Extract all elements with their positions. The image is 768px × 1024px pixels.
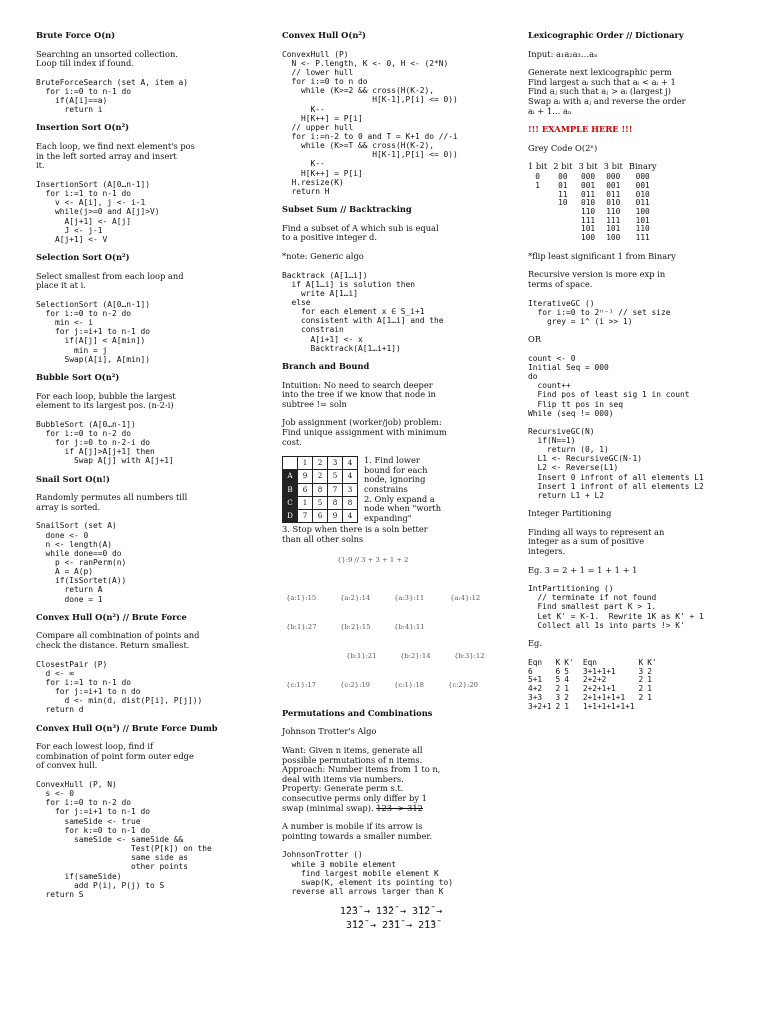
grey-cell: 0 (535, 172, 540, 182)
job-cell: 6 (313, 510, 328, 523)
job-cell: 4 (343, 457, 358, 470)
grey-cell: 10 (558, 198, 568, 208)
perm-row-2: 3̄1̄2̄ → 2̄3̄1̄ → 2̄1̄3̄ (345, 919, 437, 931)
ip-cell (639, 703, 648, 712)
permutations-title: Permutations and Combinations (282, 707, 433, 718)
ip-cell: 3 (638, 666, 644, 676)
job-cell: A (283, 470, 298, 483)
grey-cell: 101 (606, 224, 621, 234)
subset-sum-title: Subset Sum // Backtracking (282, 204, 412, 215)
job-cell: 5 (328, 470, 343, 483)
ip-cell: 2 (638, 693, 644, 703)
job-cell: 7 (298, 510, 313, 523)
johnson-desc (282, 746, 500, 813)
snail-sort-title: Snail Sort O(n!) (36, 473, 110, 484)
lex-input: Input: a₁a₂a₃…aₙ (528, 48, 598, 59)
eg-label: Eg. (528, 637, 543, 648)
grey-cell: 000 (606, 172, 621, 182)
tree-node: {c:1}:17 (286, 680, 317, 689)
job-step3: 3. Stop when there is a soln better than all other solns (282, 524, 428, 545)
right-column (528, 31, 762, 721)
grey-cell: 00 (558, 172, 568, 182)
grey-cell (553, 225, 578, 234)
job-cell: 8 (313, 483, 328, 496)
ip-cell: 5 (555, 675, 561, 685)
grey-cell: 011 (606, 189, 621, 199)
ip-header-cell: Eqn (582, 657, 597, 667)
ip-header-cell: K' (647, 657, 657, 667)
johnson-desc-text: Want: Given n items, generate all possible permutations of n items. Approach: Number items from 1 to n, deal with items via numbers. Property: Generate perm s.t. consecutive perms only differ by 1 swap (minimal swap). (282, 744, 441, 813)
job-cell: 2 (313, 457, 328, 470)
integer-partition-example: Eg. 3 = 2 + 1 = 1 + 1 + 1 (528, 564, 638, 575)
grey-header-cell: 1 bit (528, 161, 548, 172)
hull-brute-title: Convex Hull O(n²) // Brute Force (36, 611, 187, 622)
snail-sort-code: SnailSort (set A) done <- 0 n <- length(A) while done==0 do p <- ranPerm(n) A = A(p) if(IsSortet(A)) return A done = 1 (36, 521, 127, 604)
job-row (283, 510, 358, 523)
job-assignment-block (282, 456, 500, 523)
grey-cell: 010 (635, 189, 650, 199)
grey-cell: 100 (606, 233, 621, 243)
grey-cell: 000 (635, 172, 650, 182)
bubble-sort-desc: For each loop, bubble the largest element to its largest pos. (n-2-i) (36, 390, 176, 411)
grey-cell: 011 (635, 198, 650, 208)
convex-hull-title: Convex Hull O(n²) (282, 30, 366, 40)
job-cell: 3 (328, 457, 343, 470)
ip-cell: 2+1+1+1+1 (582, 693, 626, 703)
ip-cell: 3+3 (528, 693, 543, 703)
grey-code-title: Grey Code O(2ⁿ) (528, 142, 598, 153)
lex-example-placeholder: !!! EXAMPLE HERE !!! (528, 124, 633, 135)
hull-dumb-code: ConvexHull (P, N) s <- 0 for i:=0 to n-2 do for j:=i+1 to n-1 do sameSide <- true for k:=0 to n-1 do sameSide <- sameSide && Test(P[k]) on the same side as other points if(sameSide) add P(i), P(j) to S return S (36, 779, 212, 899)
brute-force-desc: Searching an unsorted collection. Loop till index if found. (36, 48, 178, 69)
branch-bound-intuition: Intuition: No need to search deeper into the tree if we know that node in subtree != soln (282, 379, 436, 409)
job-header-row (283, 457, 358, 470)
job-assignment-desc: Job assignment (worker/job) problem: Find unique assignment with minimum cost. (282, 417, 447, 447)
job-cell: B (283, 483, 298, 496)
perm-row-1: 1̄2̄3̄ → 1̄3̄2̄ → 3̄1̄2̄ → (339, 906, 443, 918)
grey-code-table (528, 162, 663, 242)
tree-node: {b:2}:14 (400, 651, 431, 660)
insertion-sort-title: Insertion Sort O(n²) (36, 122, 130, 133)
grey-cell: 000 (581, 172, 596, 182)
ip-header-cell: K (555, 657, 561, 667)
grey-cell (528, 199, 553, 208)
job-cell: 9 (328, 510, 343, 523)
backtrack-code: Backtrack (A[1…i]) if A[1…i] is solution then write A[1…i] else for each element x ∈ S_i+1 consistent with A[1…i] and the constrain A[i+1] <- x Backtrack(A[1…i+1]) (282, 270, 444, 353)
ip-cell: 4 (564, 675, 569, 685)
grey-cell (553, 217, 578, 226)
job-cell: D (283, 510, 298, 523)
closest-pair-code: ClosestPair (P) d <- ∞ for i:=1 to n-1 do for j:=i+1 to n do d <- min(d, dist(P[i], P[j])) return d (36, 659, 203, 715)
job-cell: 3 (343, 483, 358, 496)
ip-cell: 2+2+1+1 (582, 684, 616, 694)
tree-node: {a:3}:11 (394, 593, 425, 602)
grey-cell: 001 (606, 180, 621, 190)
brute-force-code: BruteForceSearch (set A, item a) for i:=0 to n-1 do if(A[i]==a) return i (36, 77, 189, 115)
ip-cell: 2 (638, 684, 644, 694)
grey-cell: 100 (581, 233, 596, 243)
ip-header-cell: K' (564, 657, 574, 667)
johnson-mobile-def: A number is mobile if its arrow is pointing towards a smaller number. (282, 821, 433, 841)
selection-sort-desc: Select smallest from each loop and place it at i. (36, 270, 184, 291)
ip-cell: 2 (555, 702, 561, 712)
grey-flip-note: *flip least significant 1 from Binary (528, 250, 676, 261)
tree-node: {a:1}:15 (286, 593, 317, 602)
ip-row (528, 703, 661, 712)
ip-cell: 2+2+2 (582, 675, 607, 685)
grey-cell: 100 (635, 206, 650, 216)
johnson-strike-example: 123 -> 312 (376, 802, 423, 813)
job-row (283, 470, 358, 483)
job-cost-table (282, 456, 358, 523)
tree-node: {c:1}:18 (394, 680, 425, 689)
ip-cell: 5 (564, 666, 569, 676)
branch-bound-title: Branch and Bound (282, 360, 370, 371)
or-label: OR (528, 334, 542, 345)
johnson-title: Johnson Trotter's Algo (282, 726, 377, 737)
ip-cell: 3+1+1+1 (582, 666, 616, 676)
grey-cell: 001 (635, 180, 650, 190)
tree-node: {a:2}:14 (340, 593, 371, 602)
grey-cell: 010 (606, 198, 621, 208)
grey-cell (528, 191, 553, 200)
snail-sort-desc: Randomly permutes all numbers till array is sorted. (36, 492, 188, 512)
job-cell (283, 457, 298, 470)
tree-node: {b:2}:15 (340, 622, 371, 631)
integer-partition-title: Integer Partitioning (528, 508, 612, 519)
ip-cell: 6 (528, 666, 533, 676)
ip-cell: 3+2+1 (528, 702, 552, 712)
grey-cell: 111 (635, 233, 650, 243)
convex-hull-code: ConvexHull (P) N <- P.length, K <- 0, H <- (2*N) // lower hull for i:=0 to n do while (K>=2 && cross(H(K-2), H[K-1],P[i] <= 0)) K-- H[K++] = P[i] // upper hull for i:=n-2 to 0 and T = K+1 do //-i while (K>=T && cross(H(K-2), H[K-1],P[i] <= 0)) K-- H[K++] = P[i] H.resize(K) return H (282, 49, 458, 196)
grey-cell (553, 234, 578, 243)
branch-bound-tree (282, 549, 500, 699)
subset-sum-desc: Find a subset of A which sub is equal to a positive integer d. (282, 222, 439, 243)
grey-header-cell: 3 bit (578, 161, 598, 172)
ip-cell: 1 (647, 675, 652, 685)
lex-title: Lexicographic Order // Dictionary (528, 30, 684, 40)
iterative-gc-code: IterativeGC () for i:=0 to 2ⁿ⁻¹ // set size grey = i^ (i >> 1) (528, 298, 671, 326)
job-cell: 5 (313, 496, 328, 509)
grey-cell (528, 234, 553, 243)
ip-cell: 1 (647, 693, 652, 703)
tree-node: {b:4}:11 (394, 622, 425, 631)
grey-cell: 101 (581, 224, 596, 234)
grey-cell: 011 (581, 189, 596, 199)
tree-node: {b:1}:27 (286, 622, 317, 631)
grey-row (528, 234, 663, 243)
ip-cell: 2 (555, 684, 561, 694)
grey-cell (528, 225, 553, 234)
job-cell: C (283, 496, 298, 509)
left-column (36, 31, 258, 908)
ip-cell: 2 (638, 675, 644, 685)
ip-cell: 3 (555, 693, 561, 703)
tree-node: {b:1}:21 (346, 651, 377, 660)
grey-header-cell: 3 bit (603, 161, 623, 172)
insertion-sort-code: InsertionSort (A[0…n-1]) for i:=1 to n-1 do v <- A[i], j <- i-1 while(j>=0 and A[j]>V) A[j+1] <- A[j] J <- j-1 A[j+1] <- V (36, 179, 160, 244)
count-gc-code: count <- 0 Initial Seq = 000 do count++ Find pos of least sig 1 in count Flip tt pos in seq While (seq != 000) (528, 353, 690, 418)
grey-cell: 111 (606, 215, 621, 225)
job-cell: 8 (343, 496, 358, 509)
job-cell: 1 (298, 457, 313, 470)
grey-cell: 010 (581, 198, 596, 208)
ip-cell: 1 (564, 684, 569, 694)
grey-cell: 101 (635, 215, 650, 225)
job-row (283, 496, 358, 509)
bubble-sort-title: Bubble Sort O(n²) (36, 371, 120, 382)
tree-node: {c:2}:19 (340, 680, 371, 689)
grey-cell: 110 (635, 224, 650, 234)
tree-node: {a:4}:12 (450, 593, 481, 602)
grey-cell: 01 (558, 180, 568, 190)
grey-recursive-note: Recursive version is more exp in terms of space. (528, 269, 666, 290)
ip-cell: 6 (555, 666, 561, 676)
grey-cell: 11 (558, 189, 568, 199)
grey-cell: 110 (581, 206, 596, 216)
selection-sort-title: Selection Sort O(n²) (36, 251, 130, 262)
ip-cell: 2 (647, 666, 652, 676)
grey-cell: 1 (535, 180, 540, 190)
grey-header-cell: 2 bit (553, 161, 573, 172)
brute-force-title: Brute Force O(n) (36, 30, 116, 40)
ip-cell: 1 (564, 702, 569, 712)
grey-header-cell: Binary (628, 161, 657, 172)
hull-dumb-title: Convex Hull O(n³) // Brute Force Dumb (36, 722, 218, 733)
hull-brute-desc: Compare all combination of points and check the distance. Return smallest. (36, 630, 200, 650)
job-cell: 6 (298, 483, 313, 496)
integer-partition-desc: Finding all ways to represent an integer as a sum of positive integers. (528, 526, 665, 556)
subset-sum-note: *note: Generic algo (282, 250, 364, 261)
ip-header-cell: Eqn (528, 657, 543, 667)
ip-header-cell: K (638, 657, 644, 667)
grey-cell: 110 (606, 206, 621, 216)
job-row (283, 483, 358, 496)
selection-sort-code: SelectionSort (A[0…n-1]) for i:=0 to n-2 do min <- i for j:=i+1 to n-1 do if(A[j] < A[min]) min = j Swap(A[i], A[min]) (36, 299, 151, 364)
tree-node: {}:9 // 3 + 3 + 1 + 2 (337, 555, 409, 564)
lex-steps: Generate next lexicographic perm Find largest aᵢ such that aᵢ < aᵢ + 1 Find aⱼ such that aⱼ > aᵢ (largest j) Swap aᵢ with aⱼ and reverse the order aᵢ + 1… aₙ (528, 67, 686, 116)
recursive-gc-code: RecursiveGC(N) if(N==1) return (0, 1) L1 <- RecursiveGC(N-1) L2 <- Reverse(L1) Insert 0 infront of all elements L1 Insert 1 infront of all elements L2 return L1 + L2 (528, 426, 704, 500)
job-cell: 7 (328, 483, 343, 496)
job-cell: 4 (343, 510, 358, 523)
grey-cell: 111 (581, 215, 596, 225)
int-partition-table (528, 658, 661, 712)
ip-cell: 1+1+1+1+1+1 (582, 702, 635, 712)
ip-cell (647, 703, 660, 712)
johnson-perm-sequence (282, 905, 500, 932)
middle-column (282, 31, 500, 932)
int-partition-code: IntPartitioning () // terminate if not found Find smallest part K > 1. Let K' = K-1. Rewrite 1K as K' + 1 Collect all 1s into parts !> K' (528, 584, 704, 630)
ip-cell: 1 (647, 684, 652, 694)
grey-cell (528, 208, 553, 217)
grey-cell (553, 208, 578, 217)
bubble-sort-code: BubbleSort (A[0…n-1]) for i:=0 to n-2 do for j:=0 to n-2-i do if A[j]>A[j+1] then Swap A[j] with A[j+1] (36, 419, 174, 466)
ip-cell: 5+1 (528, 675, 543, 685)
job-cell: 9 (298, 470, 313, 483)
johnson-code: JohnsonTrotter () while ∃ mobile element find largest mobile element K swap(K, element its pointing to) reverse all arrows larger than K (282, 850, 454, 897)
job-cell: 1 (298, 496, 313, 509)
job-cell: 8 (328, 496, 343, 509)
grey-cell: 001 (581, 180, 596, 190)
ip-cell: 2 (564, 693, 569, 703)
job-notes: 1. Find lower bound for each node, ignoring constrains 2. Only expand a node when "worth expanding" (364, 455, 442, 523)
hull-dumb-desc: For each lowest loop, find if combination of point form outer edge of convex hull. (36, 741, 194, 771)
tree-node: {b:3}:12 (454, 651, 485, 660)
ip-cell: 4+2 (528, 684, 543, 694)
job-cell: 4 (343, 470, 358, 483)
job-cell: 2 (313, 470, 328, 483)
insertion-sort-desc: Each loop, we find next element's pos in the left sorted array and insert it. (36, 141, 195, 171)
tree-node: {c:2}:20 (448, 680, 479, 689)
grey-cell (528, 217, 553, 226)
